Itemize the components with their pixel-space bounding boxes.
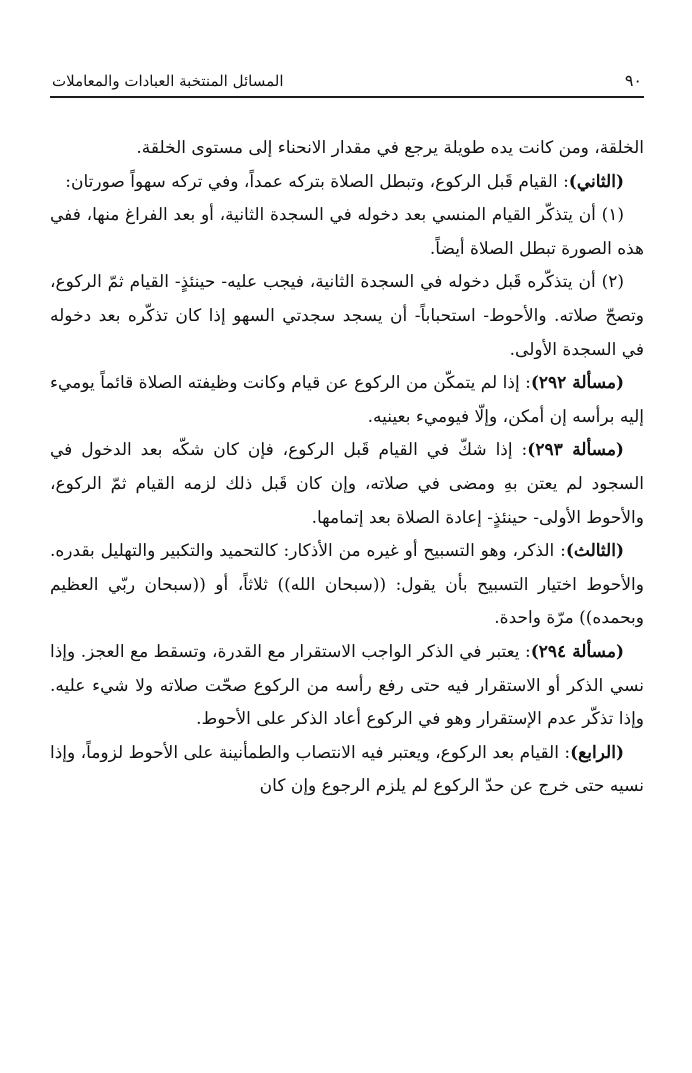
paragraph-text: : القيام بعد الركوع، ويعتبر فيه الانتصاب والطمأنينة على الأحوط لزوماً، وإذا نسيه حتى خرج عن حدّ الركوع لم يلزم الرجوع وإن كان <box>50 742 644 797</box>
paragraph-text: : إذا شكّ في القيام قَبل الركوع، فإن كان شكّه بعد الدخول في السجود لم يعتن بهِ ومضى في صلاته، وإن كان قَبل ذلك لزمه القيام ثمّ الركوع، والأحوط الأولى- حينئذٍ- إعادة الصلاة بعد إتمامها. <box>50 440 644 528</box>
paragraph-text: : يعتبر في الذكر الواجب الاستقرار مع القدرة، وتسقط مع العجز. وإذا نسي الذكر أو الاستقرار فيه حتى رفع رأسه من الركوع صحّت صلاته ولا شيء عليه. وإذا تذكّر عدم الإستقرار وهو في الركوع أعاد الذكر على الأحوط. <box>50 641 644 730</box>
paragraph <box>50 636 644 737</box>
body-text <box>50 132 644 804</box>
page-number: ٩٠ <box>624 71 642 90</box>
paragraph <box>50 266 644 367</box>
paragraph-lead: (الثاني) <box>568 171 624 192</box>
paragraph-text: : القيام قَبل الركوع، وتبطل الصلاة بتركه عمداً، وفي تركه سهواً صورتان: <box>65 171 569 192</box>
paragraph-lead: (الرابع) <box>570 742 624 763</box>
paragraph <box>50 132 644 166</box>
paragraph-lead: (مسألة ٢٩٢) <box>530 373 625 394</box>
paragraph-lead: (الثالث) <box>565 541 624 562</box>
paragraph <box>50 535 644 636</box>
running-title: المسائل المنتخبة العبادات والمعاملات <box>52 72 284 90</box>
paragraph <box>50 367 644 434</box>
paragraph <box>50 434 644 535</box>
paragraph <box>50 199 644 266</box>
paragraph-text: (١) أن يتذكّر القيام المنسي بعد دخوله في السجدة الثانية، أو بعد الفراغ منها، ففي هذه الصورة تبطل الصلاة أيضاً. <box>50 205 644 259</box>
page-header <box>50 66 644 98</box>
paragraph-text: (٢) أن يتذكّره قَبل دخوله في السجدة الثانية، فيجب عليه- حينئذٍ- القيام ثمّ الركوع، وتصحّ صلاته. والأحوط- استحباباً- أن يسجد سجدتي السهو إذا كان تذكّره بعد دخوله في السجدة الأولى. <box>50 272 644 360</box>
paragraph <box>50 737 644 804</box>
paragraph-lead: (مسألة ٢٩٣) <box>527 440 624 461</box>
paragraph-lead: (مسألة ٢٩٤) <box>530 641 624 662</box>
paragraph <box>50 166 644 200</box>
paragraph-text: الخلقة، ومن كانت يده طويلة يرجع في مقدار الانحناء إلى مستوى الخلقة. <box>136 138 644 158</box>
paragraph-text: : إذا لم يتمكّن من الركوع عن قيام وكانت وظيفته الصلاة قائماً يوميء إليه برأسه إن أمكن، وإلّا فيوميء بعينيه. <box>50 373 644 427</box>
paragraph-text: : الذكر، وهو التسبيح أو غيره من الأذكار: كالتحميد والتكبير والتهليل بقدره. والأحوط اختيار التسبيح بأن يقول: ((سبحان الله)) ثلاثاً، أو ((سبحان ربّي العظيم وبحمده)) مرّة واحدة. <box>50 541 644 629</box>
